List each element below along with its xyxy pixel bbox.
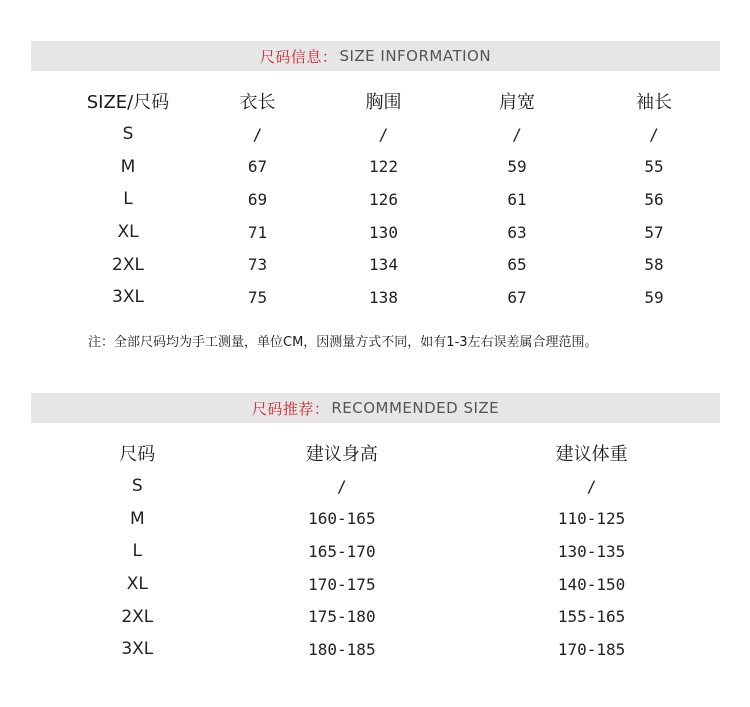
size-information-header [31,41,720,71]
sleeve-cell: / [649,124,659,144]
table-row [61,248,721,281]
chest-cell: 126 [369,189,398,209]
table-row [67,633,707,666]
column-header-chest: 胸围 [365,92,402,113]
height-cell: 175-180 [308,607,376,627]
length-cell: / [252,124,263,144]
table-row [67,568,707,601]
chest-cell: 122 [369,157,398,177]
sleeve-cell: 58 [644,255,664,275]
table-row [67,535,707,568]
table-row [61,281,721,314]
table-header-row [67,436,707,470]
weight-cell: 110-125 [557,509,626,529]
size-cell: 2XL [112,254,144,275]
table-row [61,151,721,184]
size-cell: S [122,124,134,145]
height-cell: 170-175 [308,574,376,594]
table-row [61,118,721,151]
length-cell: 69 [247,189,268,209]
weight-cell: 170-185 [557,639,626,659]
weight-cell: 140-150 [557,574,626,594]
chest-cell: 130 [369,222,398,242]
shoulder-cell: 59 [507,157,527,177]
sleeve-cell: 55 [644,157,664,177]
chest-cell: 138 [369,287,398,307]
shoulder-cell: 65 [507,255,527,275]
table-row [61,216,721,249]
table-row [67,503,707,536]
sleeve-cell: 56 [644,189,664,209]
sleeve-cell: 59 [644,287,664,307]
size-cell: XL [126,574,148,595]
shoulder-cell: 67 [507,287,527,307]
size-cell: 3XL [121,639,154,660]
table-row [67,600,707,633]
height-cell: 165-170 [308,541,376,561]
table-header-row [61,84,721,118]
weight-cell: 155-165 [557,607,626,627]
column-header-size: SIZE/尺码 [86,92,170,113]
size-cell: M [120,156,136,177]
chest-cell: / [378,124,389,144]
size-information-header-en: SIZE INFORMATION [339,47,492,65]
recommended-size-header-cn: 尺码推荐： [251,399,330,418]
length-cell: 75 [247,287,268,307]
column-header-sleeve: 袖长 [636,92,672,113]
size-cell: 2XL [121,606,154,627]
height-cell: 160-165 [308,509,376,529]
recommended-size-table [67,436,707,666]
weight-cell: / [586,476,597,496]
length-cell: 71 [247,222,268,242]
size-cell: L [123,189,133,210]
column-header-shoulder: 肩宽 [499,92,535,113]
size-cell: M [129,508,145,529]
length-cell: 67 [247,157,268,177]
recommended-size-header [31,393,720,423]
table-row [67,470,707,503]
column-header-weight: 建议体重 [555,444,628,465]
size-cell: L [132,541,143,562]
column-header-height: 建议身高 [305,444,378,465]
weight-cell: 130-135 [557,541,626,561]
recommended-size-header-en: RECOMMENDED SIZE [331,399,500,417]
column-header-size: 尺码 [119,444,156,465]
height-cell: 180-185 [308,639,376,659]
shoulder-cell: 61 [507,189,527,209]
chest-cell: 134 [369,255,398,275]
size-cell: S [131,476,143,497]
column-header-length: 衣长 [239,92,276,113]
shoulder-cell: 63 [507,222,527,242]
measurement-note: 注：全部尺码均为手工测量，单位CM，因测量方式不同，如有1-3左右误差属合理范围。 [88,335,598,350]
size-cell: XL [117,222,139,243]
table-row [61,183,721,216]
sleeve-cell: 57 [644,222,664,242]
shoulder-cell: / [512,124,522,144]
height-cell: / [337,476,347,496]
length-cell: 73 [247,255,268,275]
size-cell: 3XL [112,287,144,308]
size-information-table [61,84,721,314]
size-information-header-cn: 尺码信息： [259,47,338,66]
